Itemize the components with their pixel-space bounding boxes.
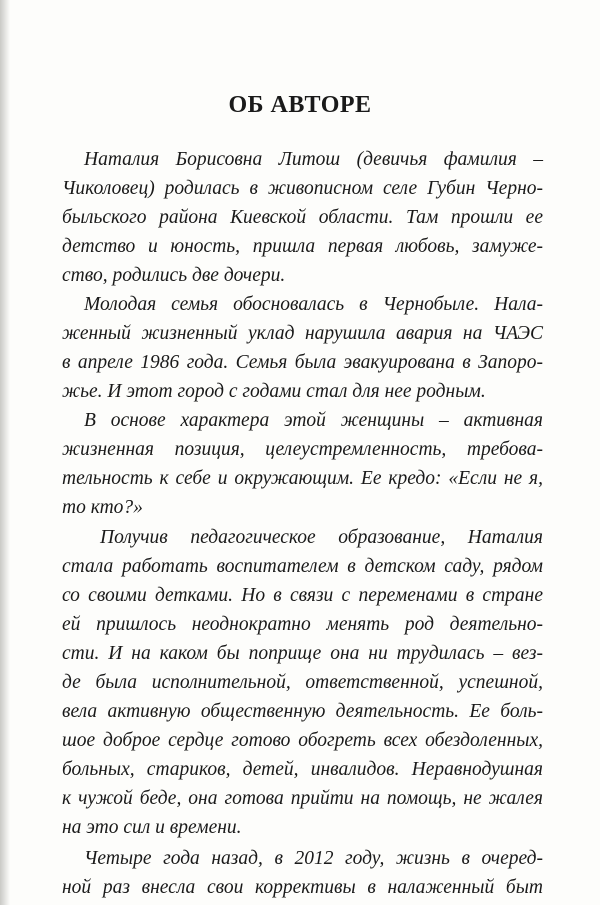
text-line: Четыре года назад, в 2012 году, жизнь в очеред- xyxy=(84,848,543,870)
text-line: Чиколовец) родилась в живописном селе Губин Черно- xyxy=(62,177,543,199)
page-title: ОБ АВТОРЕ xyxy=(228,92,372,118)
text-line: Молодая семья обосновалась в Чернобыле. Нала- xyxy=(84,293,543,315)
text-line: то кто?» xyxy=(62,496,143,518)
text-line: жье. И этот город с годами стал для нее родным. xyxy=(62,380,486,402)
text-line: ство, родились две дочери. xyxy=(62,264,286,286)
text-line: В основе характера этой женщины – активная xyxy=(84,409,543,431)
text-line: со своими детками. Но в связи с переменами в стране xyxy=(62,585,543,607)
text-line: на это сил и времени. xyxy=(62,817,242,839)
text-line: сти. И на каком бы поприще она ни трудилась – вез- xyxy=(62,643,543,665)
text-line: Получив педагогическое образование, Наталия xyxy=(100,527,543,549)
text-line: тельность к себе и окружающим. Ее кредо: «Если не я, xyxy=(62,467,543,489)
text-line: детство и юность, пришла первая любовь, замуже- xyxy=(62,235,543,257)
text-line: вела активную общественную деятельность. Ее боль- xyxy=(62,701,543,723)
text-line: жизненная позиция, целеустремленность, требова- xyxy=(62,438,543,460)
text-line: в апреле 1986 года. Семья была эвакуирована в Запоро- xyxy=(62,351,543,373)
text-line: быльского района Киевской области. Там прошли ее xyxy=(62,206,543,228)
text-line: Наталия Борисовна Литош (девичья фамилия – xyxy=(84,149,543,170)
text-line: больных, стариков, детей, инвалидов. Неравнодушная xyxy=(62,759,543,781)
text-line: де была исполнительной, ответственной, успешной, xyxy=(62,672,543,694)
text-line: стала работать воспитателем в детском саду, рядом xyxy=(62,556,543,578)
text-line: ной раз внесла свои коррективы в налаженный быт xyxy=(62,877,543,898)
text-line: ей пришлось неоднократно менять род деятельно- xyxy=(62,614,543,636)
text-line: шое доброе сердце готово обогреть всех обездоленных, xyxy=(62,730,543,752)
text-line: женный жизненный уклад нарушила авария на ЧАЭС xyxy=(62,322,543,344)
text-line: к чужой беде, она готова прийти на помощь, не жалея xyxy=(62,788,543,810)
